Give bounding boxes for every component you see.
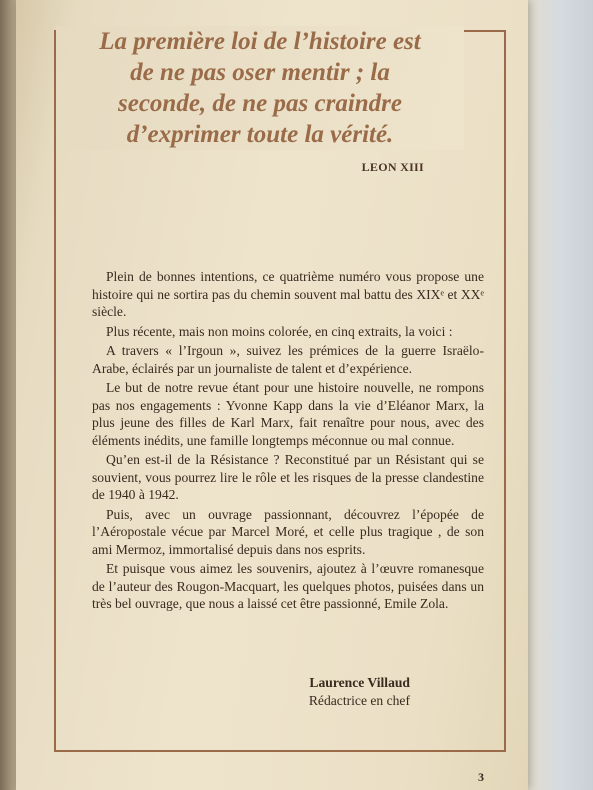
paragraph: Et puisque vous aimez les souvenirs, ajoutez à l’œuvre romanesque de l’auteur des Rougon-Macquart, les quelques photos, puisées dans un très bel ouvrage, que nous a laissé cet être passionné, Emile Zola. bbox=[92, 561, 484, 611]
quote-line: seconde, de ne pas craindre bbox=[118, 90, 402, 117]
paragraph: Puis, avec un ouvrage passionnant, découvrez l’épopée de l’Aéropostale vécue par Marcel Moré, et celle plus tragique , de son ami Mermoz, immortalisé depuis dans nos esprits. bbox=[92, 506, 484, 557]
paragraph: A travers « l’Irgoun », suivez les prémices de la guerre Israëlo-Arabe, éclairés par un journaliste de talent et d’expérience. bbox=[92, 343, 484, 376]
quote-line: La première loi de l’histoire est bbox=[99, 28, 421, 55]
quote-line: de ne pas oser mentir ; la bbox=[130, 59, 390, 86]
epigraph-quote bbox=[56, 26, 464, 150]
page-number: 3 bbox=[478, 770, 484, 784]
quote-author: LEON XIII bbox=[361, 160, 424, 174]
signature-block bbox=[309, 674, 410, 710]
editorial-body bbox=[92, 268, 484, 615]
paragraph: Plein de bonnes intentions, ce quatrième numéro vous propose une histoire qui ne sortira pas du chemin souvent mal battu des XIXᵉ et XXᵉ siècle. bbox=[92, 269, 484, 319]
paragraph: Qu’en est-il de la Résistance ? Reconstitué par un Résistant qui se souvient, vous pourrez lire le rôle et les risques de la presse clandestine de 1940 à 1942. bbox=[92, 452, 484, 502]
signature-title: Rédactrice en chef bbox=[308, 693, 410, 708]
quote-line: d’exprimer toute la vérité. bbox=[126, 121, 394, 148]
magazine-page bbox=[16, 0, 528, 790]
paragraph: Le but de notre revue étant pour une histoire nouvelle, ne rompons pas nos engagements : Yvonne Kapp dans la vie d’Eléanor Marx, la plus jeune des filles de Karl Marx, fait renaître pour nous, avec des éléments inédits, une famille longtemps méconnue ou mal connue. bbox=[92, 380, 484, 448]
signature-name: Laurence Villaud bbox=[309, 675, 410, 690]
paragraph: Plus récente, mais non moins colorée, en cinq extraits, la voici : bbox=[106, 323, 453, 339]
background-right bbox=[523, 0, 593, 790]
